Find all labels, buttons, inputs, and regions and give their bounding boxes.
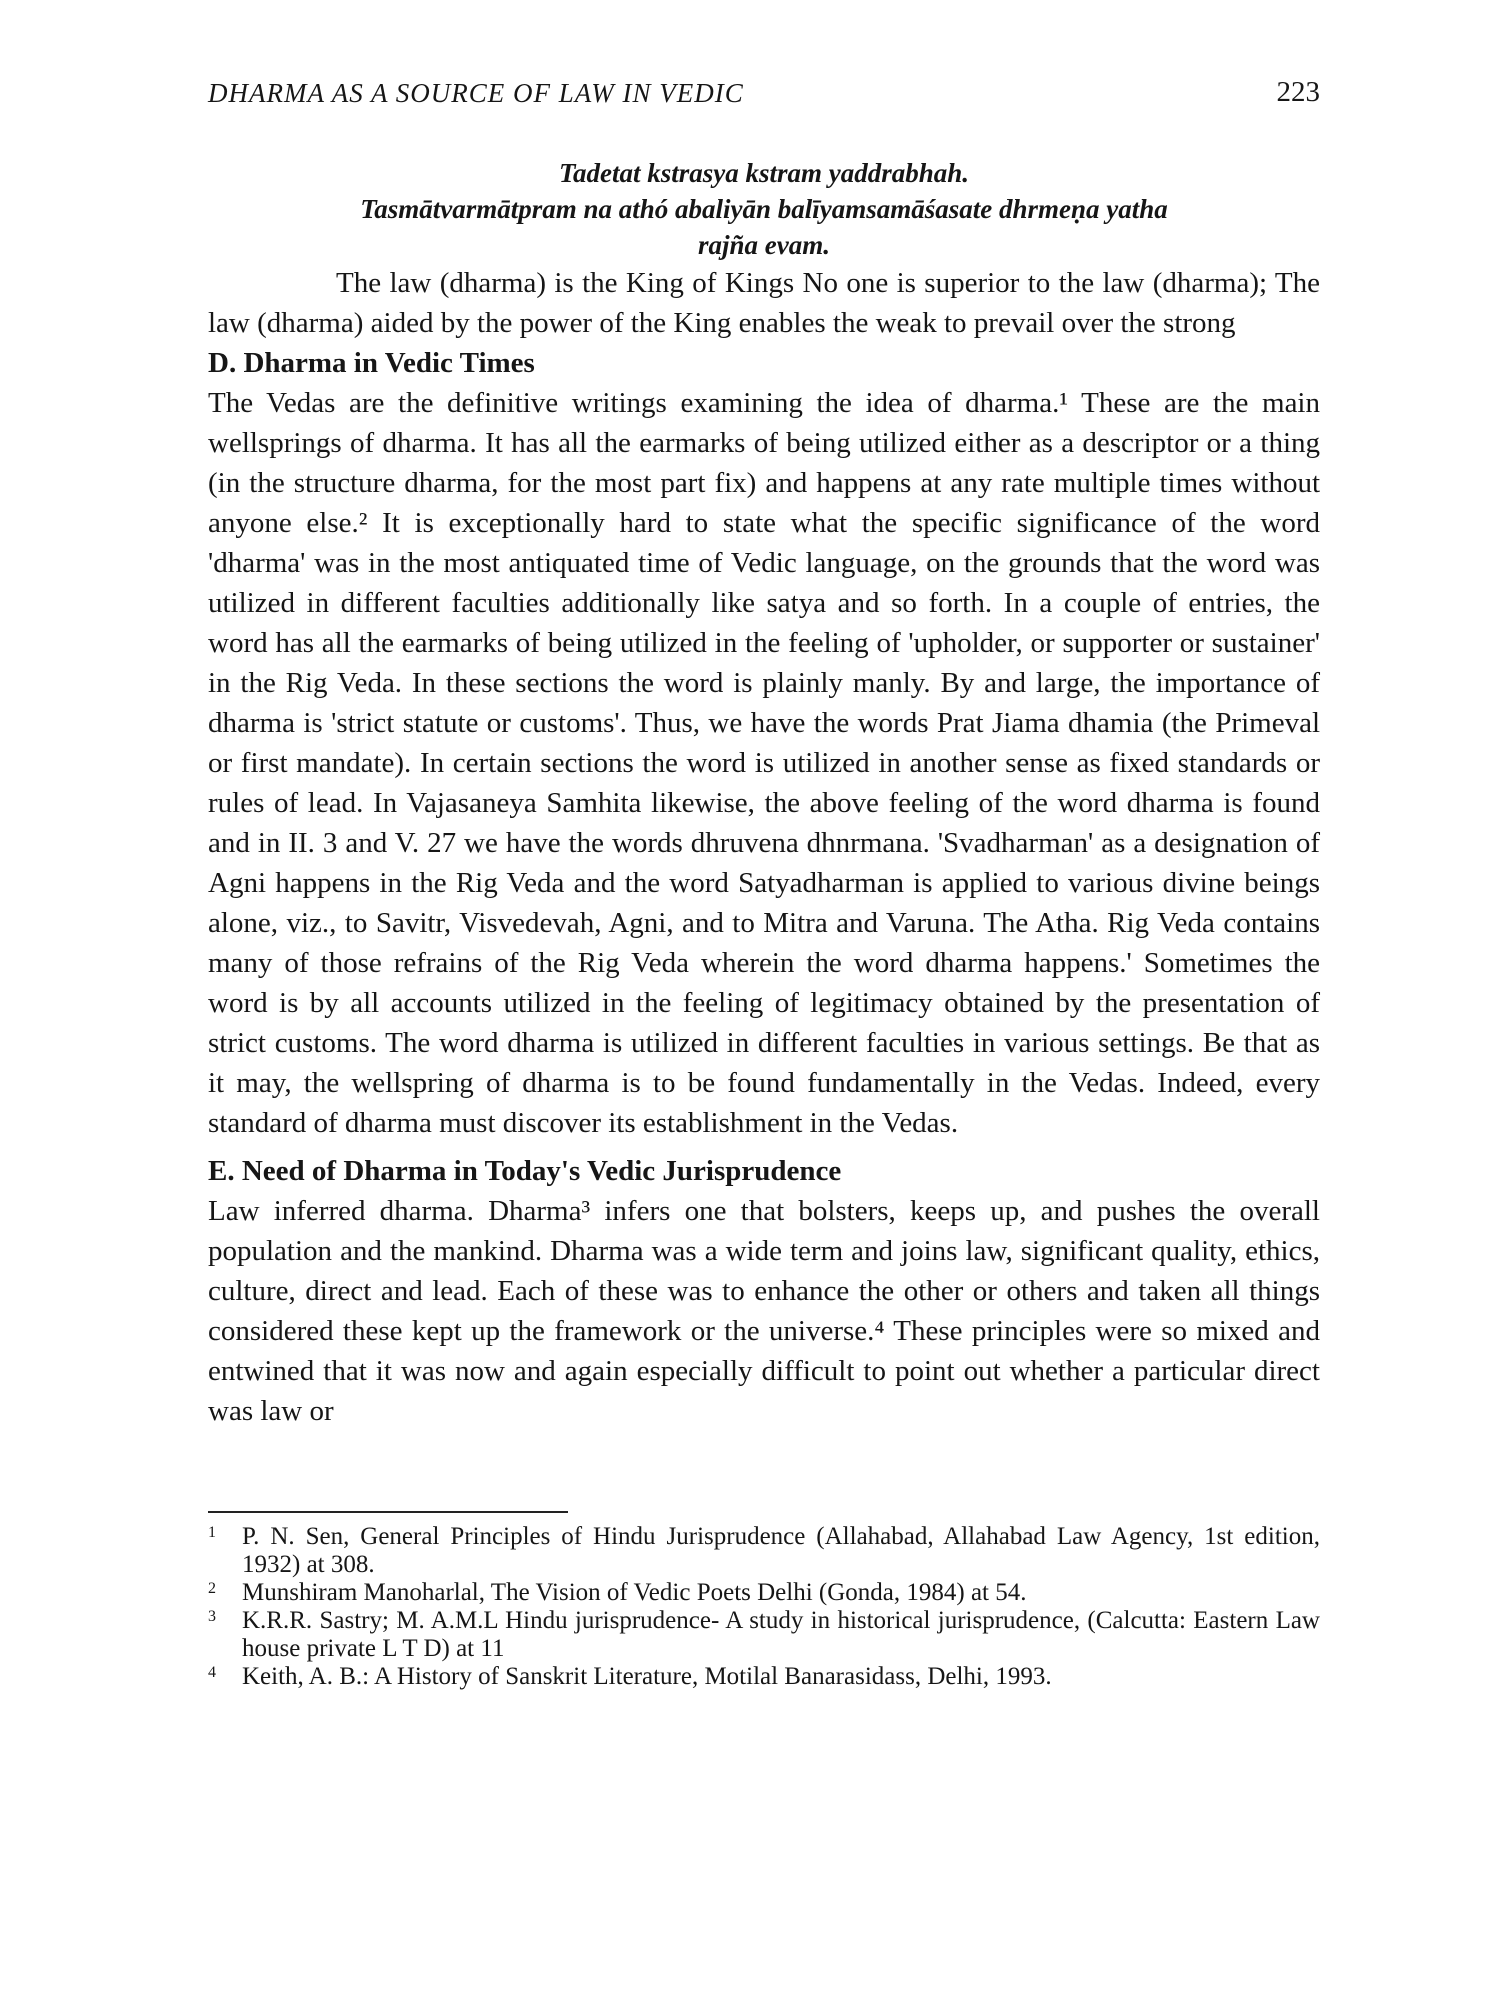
- footnote: [208, 1523, 1320, 1579]
- footnote-text: K.R.R. Sastry; M. A.M.L Hindu jurisprudence- A study in historical jurisprudence, (Calcutta: Eastern Law house private L T D) at 11: [242, 1607, 1320, 1662]
- footnote-rule: [208, 1511, 568, 1513]
- footnote-mark: 1: [208, 1524, 216, 1541]
- footnote: [208, 1579, 1320, 1607]
- footnote-text: Keith, A. B.: A History of Sanskrit Literature, Motilal Banarasidass, Delhi, 1993.: [242, 1663, 1052, 1690]
- section-e-text: Law inferred dharma. Dharma³ infers one that bolsters, keeps up, and pushes the overall population and the mankind. Dharma was a wide term and joins law, significant quality, ethics, culture, direct and lead. Each of these was to enhance the other or others and taken all things considered these kept up the framework or the universe.⁴ These principles were so mixed and entwined that it was now and again especially difficult to point out whether a particular direct was law or: [208, 1195, 1320, 1427]
- section-heading-d: D. Dharma in Vedic Times: [208, 347, 535, 379]
- verse-translation: The law (dharma) is the King of Kings No one is superior to the law (dharma); The law (dharma) aided by the power of the King enables the weak to prevail over the strong: [208, 267, 1320, 339]
- verse-line: Tasmātvarmātpram na athó abaliyān balīyamsamāśasate dhrmeṇa yatha: [360, 194, 1168, 224]
- footnote: [208, 1663, 1320, 1691]
- footnote: [208, 1607, 1320, 1663]
- footnote-mark: 3: [208, 1608, 216, 1625]
- footnote-text: Munshiram Manoharlal, The Vision of Vedic Poets Delhi (Gonda, 1984) at 54.: [242, 1579, 1027, 1606]
- sanskrit-verse: [208, 155, 1320, 263]
- verse-line: Tadetat kstrasya kstram yaddrabhah.: [558, 158, 970, 188]
- running-head: [208, 60, 1320, 120]
- page-number: 223: [1276, 76, 1320, 108]
- footnotes: [208, 1523, 1320, 1691]
- page: [208, 60, 1320, 1691]
- section-d-text: The Vedas are the definitive writings examining the idea of dharma.¹ These are the main wellsprings of dharma. It has all the earmarks of being utilized either as a descriptor or a thing (in the structure dharma, for the most part fix) and happens at any rate multiple times without anyone else.² It is exceptionally hard to state what the specific significance of the word 'dharma' was in the most antiquated time of Vedic language, on the grounds that the word was utilized in different faculties additionally like satya and so forth. In a couple of entries, the word has all the earmarks of being utilized in the feeling of 'upholder, or supporter or sustainer' in the Rig Veda. In these sections the word is plainly manly. By and large, the importance of dharma is 'strict statute or customs'. Thus, we have the words Prat Jiama dhamia (the Primeval or first mandate). In certain sections the word is utilized in another sense as fixed standards or rules of lead. In Vajasaneya Samhita likewise, the above feeling of the word dharma is found and in II. 3 and V. 27 we have the words dhruvena dhnrmana. 'Svadharman' as a designation of Agni happens in the Rig Veda and the word Satyadharman is applied to various divine beings alone, viz., to Savitr, Visvedevah, Agni, and to Mitra and Varuna. The Atha. Rig Veda contains many of those refrains of the Rig Veda wherein the word dharma happens.' Sometimes the word is by all accounts utilized in the feeling of legitimacy obtained by the presentation of strict customs. The word dharma is utilized in different faculties in various settings. Be that as it may, the wellspring of dharma is to be found fundamentally in the Vedas. Indeed, every standard of dharma must discover its establishment in the Vedas.: [208, 387, 1320, 1139]
- footnote-mark: 4: [208, 1664, 216, 1681]
- footnote-mark: 2: [208, 1580, 216, 1597]
- running-title: DHARMA AS A SOURCE OF LAW IN VEDIC: [208, 78, 744, 108]
- footnote-text: P. N. Sen, General Principles of Hindu Jurisprudence (Allahabad, Allahabad Law Agency, 1st edition, 1932) at 308.: [242, 1523, 1320, 1578]
- section-heading-e: E. Need of Dharma in Today's Vedic Jurisprudence: [208, 1155, 842, 1187]
- verse-line: rajña evam.: [698, 230, 830, 260]
